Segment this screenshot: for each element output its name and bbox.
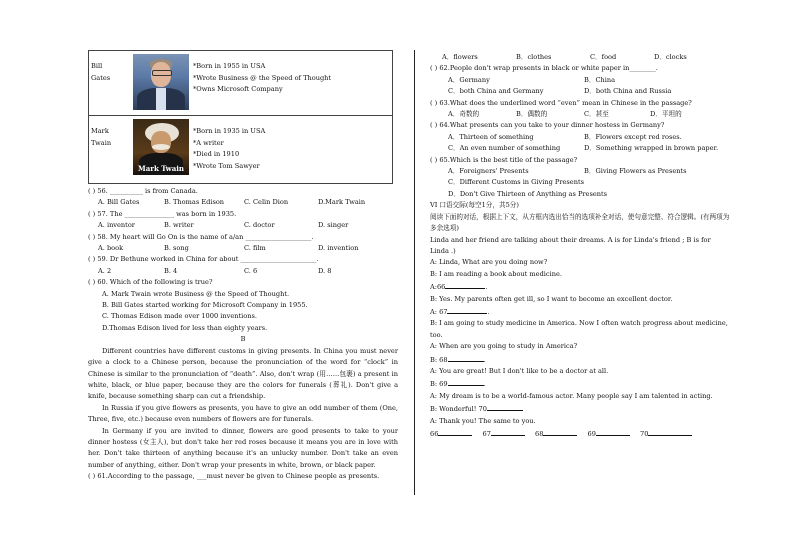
question-65: ( ) 65.Which is the best title of the passage? A．Foreigners' Presents B．Giving Flowers as Presents C．Different Customs in Giving Presents D．Don't Give Thirteen of Anything as Presents (430, 155, 687, 198)
dialogue-line: A: Thank you! The same to you. (430, 416, 536, 425)
question-stem: ( ) 60. Which of the following is true? (88, 278, 213, 287)
dialogue-line: A: Linda, What are you doing now? (430, 258, 548, 267)
question-options: A. Bill Gates B. Thomas Edison C. Celin Dion D.Mark Twain (98, 198, 366, 207)
section-b-heading: B (240, 335, 246, 344)
question-stem: ( ) 56. __________ is from Canada. (88, 187, 198, 195)
dialogue-line: A: When are you going to study in America? (430, 342, 578, 351)
question-61-options: A．flowers B．clothes C．food D．clocks (442, 53, 687, 61)
table-row-gates (89, 51, 392, 116)
question-options: A. inventor B. writer C. doctor D. singer (98, 221, 349, 230)
question-58 (88, 232, 398, 255)
answer-blanks: 66 67 68 69 70 (430, 427, 730, 440)
bill-gates-photo (133, 54, 189, 110)
person-facts: *Born in 1935 in USA *A writer *Died in 1910 *Wrote Tom Sawyer (193, 127, 266, 170)
right-column (430, 52, 730, 440)
dialogue-intro: Linda and her friend are talking about their dreams. A is for Linda's friend ; B is for Linda .) (430, 235, 711, 255)
left-column (88, 50, 398, 483)
dialogue-line: A:66 . (430, 280, 730, 293)
question-60: ( ) 60. Which of the following is true? A. Mark Twain wrote Business @ the Speed of Thought. B. Bill Gates started working for Microsoft Company in 1955. C. Thomas Edison made over 1000 inventions. D.Thomas Edison lived for less than eighty years. (88, 277, 398, 334)
question-stem: ( ) 58. My heart will Go On is the name of a/an ____________________. (88, 232, 314, 241)
section-vi-heading: VI 口语交际(每空1分，共5分) (430, 201, 519, 210)
question-stem: ( ) 57. The _______________ was born in 1935. (88, 209, 237, 218)
dialogue-line: B: Yes. My parents often get ill, so I want to become an excellent doctor. (430, 294, 673, 303)
passage-paragraph: In Russia if you give flowers as presents, you have to give an odd number of them (One, Three, five, etc.) because even numbers of flowers are for funerals. (88, 403, 398, 424)
dialogue-line: B: 68 . (430, 353, 730, 366)
question-62: ( ) 62.People don't wrap presents in black or white paper in________. A．Germany B．China C．both China and Germany D．both China and Russia (430, 64, 672, 96)
question-options: A. 2 B. 4 C. 6 D. 8 (98, 266, 332, 275)
person-name: Bill Gates (91, 62, 111, 82)
dialogue-line: B: I am reading a book about medicine. (430, 269, 562, 278)
question-options: A. book B. song C. film D. invention (98, 244, 359, 253)
dialogue (430, 257, 730, 427)
question-stem: ( ) 59. Dr Bethune worked in China for about _______________________. (88, 255, 319, 264)
person-facts: *Born in 1955 in USA *Wrote Business @ the Speed of Thought *Owns Microsoft Company (193, 62, 332, 94)
dialogue-line: A: My dream is to be a world-famous actor. Many people say I am talented in acting. (430, 391, 713, 400)
dialogue-line: B: 69 . (430, 377, 730, 390)
dialogue-line: B: I am going to study medicine in America. Now I often watch progress about medicine, too. (430, 319, 728, 339)
mark-twain-photo (133, 119, 189, 175)
question-61-stem: ( ) 61.According to the passage, ___must never be given to Chinese people as presents. (88, 472, 380, 481)
question-63: ( ) 63.What does the underlined word “even” mean in Chinese in the passage? A．奇数的 B．偶数的 C．甚至 D．平坦的 (430, 98, 692, 119)
question-57 (88, 209, 398, 232)
passage-paragraph: In Germany if you are invited to dinner, flowers are good presents to take to your dinner hostess (女主人), but don't take her red roses because it means you are in love with her. Don't take thirteen of anything because it's an unlucky number. Don't take an even number of anything, either. Don't wrap your presents in white, brown, or black paper. (88, 426, 398, 469)
question-59 (88, 254, 398, 277)
person-name: Mark Twain (91, 127, 112, 147)
dialogue-line: A: You are great! But I don't like to be a doctor at all. (430, 366, 609, 375)
question-56 (88, 186, 398, 209)
photo-caption: Mark Twain (137, 163, 184, 173)
info-table (88, 50, 393, 184)
passage-paragraph: Different countries have different customs in giving presents. In China you must never give a clock to a Chinese person, because the pronunciation of the word for “clock” in Chinese is similar to the pronunciation of “death”. Also, don't wrap (用……包裹) a present in white, black, or blue paper, because they are the colors for funerals (葬礼). Don't give a knife, because something sharp can cut a friendship. (88, 346, 398, 401)
section-vi-instruction: 阅读下面的对话，根据上下文，从方框内选出恰当的选项补全对话，使句意完整、符合逻辑。(有两项为多余选项) (430, 212, 730, 233)
question-64: ( ) 64.What presents can you take to your dinner hostess in Germany? A．Thirteen of something B．Flowers except red roses. C．An even number of something D．Something wrapped in brown paper. (430, 121, 719, 153)
dialogue-line: A: 67 . (430, 305, 730, 318)
table-row-twain (89, 116, 392, 183)
dialogue-line: B: Wonderful! 70 (430, 402, 730, 415)
column-divider (414, 50, 415, 495)
